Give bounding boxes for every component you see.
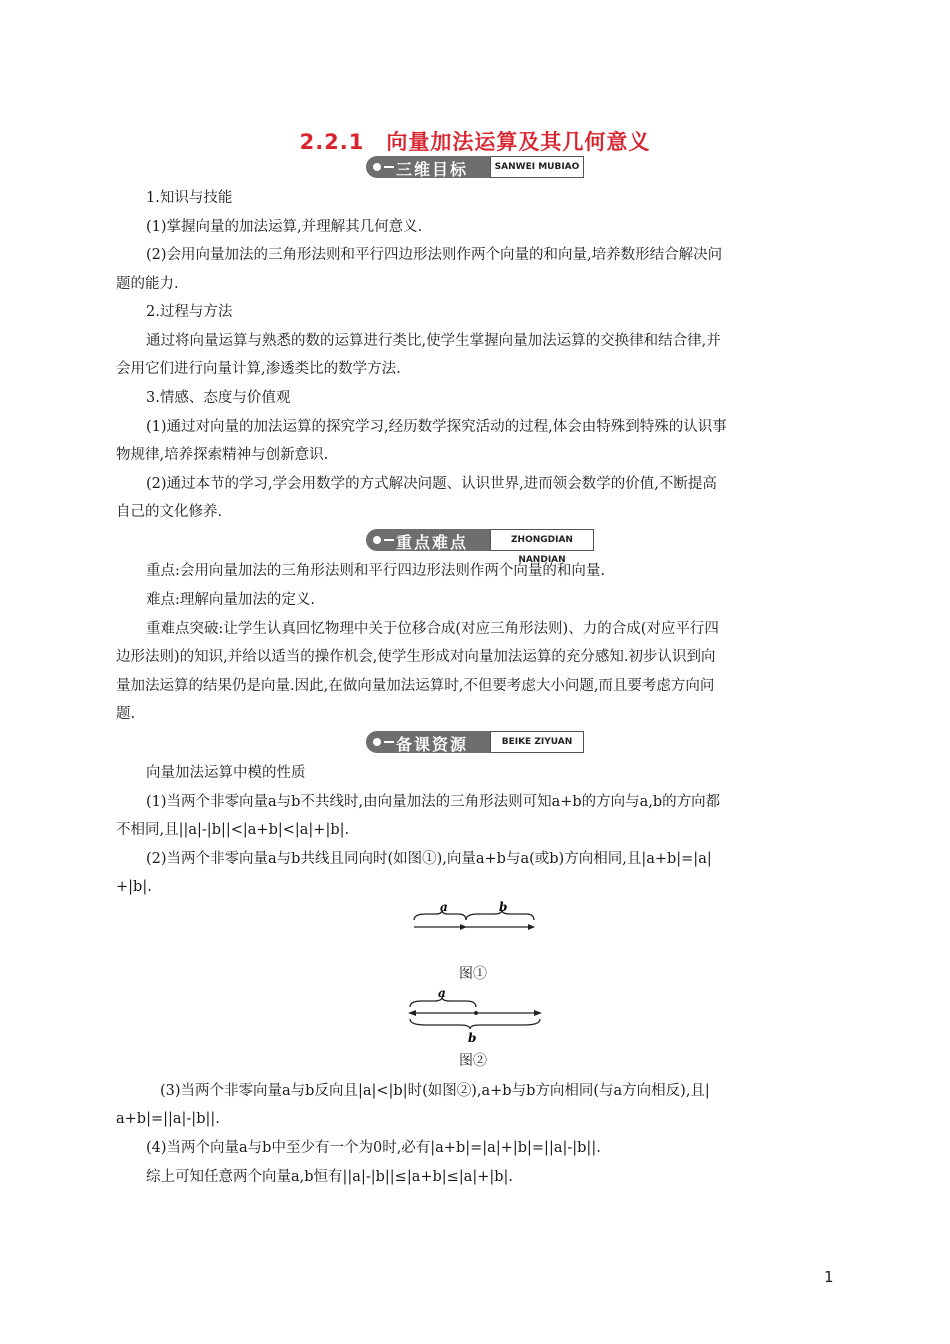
page-number: 1: [824, 1268, 834, 1286]
key-paragraph: 重点:会用向量加法的三角形法则和平行四边形法则作两个向量的和向量.: [146, 563, 605, 579]
goal-paragraph: 物规律,培养探索精神与创新意识.: [116, 447, 329, 463]
arrowhead-a-icon: [460, 924, 467, 930]
brace-a: [410, 997, 476, 1007]
resource-paragraph: (3)当两个非零向量a与b反向且|a|<|b|时(如图②),a+b与b方向相同(与a方向相反),且|: [160, 1083, 710, 1099]
section-title: 2.2.1 向量加法运算及其几何意义: [299, 130, 651, 154]
banner-title: 备课资源: [396, 735, 469, 754]
key-paragraph: 重难点突破:让学生认真回忆物理中关于位移合成(对应三角形法则)、力的合成(对应平行四: [146, 621, 719, 637]
resource-paragraph: a+b|=||a|-|b||.: [116, 1111, 220, 1127]
banner-title: 三维目标: [396, 160, 469, 179]
goal-paragraph: (2)会用向量加法的三角形法则和平行四边形法则作两个向量的和向量,培养数形结合解决问: [146, 247, 723, 263]
arrowhead-b-icon: [528, 924, 535, 930]
key-banner: [366, 529, 594, 565]
resource-paragraph: (2)当两个非零向量a与b共线且同向时(如图①),向量a+b与a(或b)方向相同,且|a+b|=|a|: [146, 851, 712, 867]
resource-paragraph: 向量加法运算中模的性质: [146, 765, 306, 781]
banner-dot-icon: [373, 738, 381, 746]
banner-dot-icon: [373, 536, 381, 544]
goal-paragraph: 题的能力.: [116, 276, 179, 292]
resource-paragraph: 综上可知任意两个向量a,b恒有||a|-|b||≤|a+b|≤|a|+|b|.: [146, 1169, 514, 1185]
resource-paragraph: (4)当两个向量a与b中至少有一个为0时,必有|a+b|=|a|+|b|=||a|-|b||.: [146, 1140, 601, 1156]
goal-paragraph: 自己的文化修养.: [116, 504, 223, 520]
key-paragraph: 难点:理解向量加法的定义.: [146, 592, 315, 608]
resource-paragraph: (1)当两个非零向量a与b不共线时,由向量加法的三角形法则可知a+b的方向与a,b的方向都: [146, 794, 721, 810]
figure-2-label-a: a: [438, 986, 446, 1000]
goal-paragraph: 通过将向量运算与熟悉的数的运算进行类比,使学生掌握向量加法运算的交换律和结合律,并: [146, 333, 721, 349]
goals-banner: [366, 156, 584, 178]
banner-title: 重点难点: [396, 533, 469, 552]
figure-1-label-b: b: [499, 900, 508, 914]
goal-heading-3: 3.情感、态度与价值观: [146, 390, 291, 406]
figure-1-caption: 图①: [459, 966, 487, 982]
resource-paragraph: 不相同,且||a|-|b||<|a+b|<|a|+|b|.: [116, 822, 350, 838]
goal-heading-2: 2.过程与方法: [146, 304, 233, 320]
arrowhead-b-icon: [534, 1010, 542, 1016]
figure-1-label-a: a: [440, 900, 448, 914]
figure-2-label-b: b: [468, 1031, 477, 1045]
figure-1-diagram: [406, 898, 546, 940]
brace-b: [410, 1019, 540, 1029]
goal-paragraph: (2)通过本节的学习,学会用数学的方式解决问题、认识世界,进而领会数学的价值,不断提高: [146, 476, 717, 492]
banner-subtitle: BEIKE ZIYUAN: [490, 731, 584, 753]
endpoint-dot: [474, 1011, 478, 1015]
goal-paragraph: 会用它们进行向量计算,渗透类比的数学方法.: [116, 361, 401, 377]
resource-paragraph: +|b|.: [116, 879, 152, 895]
figure-2-caption: 图②: [459, 1053, 487, 1069]
banner-dot-icon: [373, 163, 381, 171]
banner-subtitle: ZHONGDIAN NANDIAN: [490, 529, 594, 551]
figure-2-diagram: [404, 985, 548, 1045]
goal-paragraph: (1)掌握向量的加法运算,并理解其几何意义.: [146, 219, 423, 235]
resources-banner: [366, 731, 584, 753]
key-paragraph: 量加法运算的结果仍是向量.因此,在做向量加法运算时,不但要考虑大小问题,而且要考虑方向问: [116, 678, 715, 694]
goal-heading-1: 1.知识与技能: [146, 190, 233, 206]
banner-subtitle: SANWEI MUBIAO: [490, 156, 584, 178]
goal-paragraph: (1)通过对向量的加法运算的探究学习,经历数学探究活动的过程,体会由特殊到特殊的认识事: [146, 419, 727, 435]
key-paragraph: 题.: [116, 706, 136, 722]
arrowhead-a-icon: [408, 1010, 416, 1016]
key-paragraph: 边形法则)的知识,并给以适当的操作机会,使学生形成对向量加法运算的充分感知.初步认识到向: [116, 649, 716, 665]
